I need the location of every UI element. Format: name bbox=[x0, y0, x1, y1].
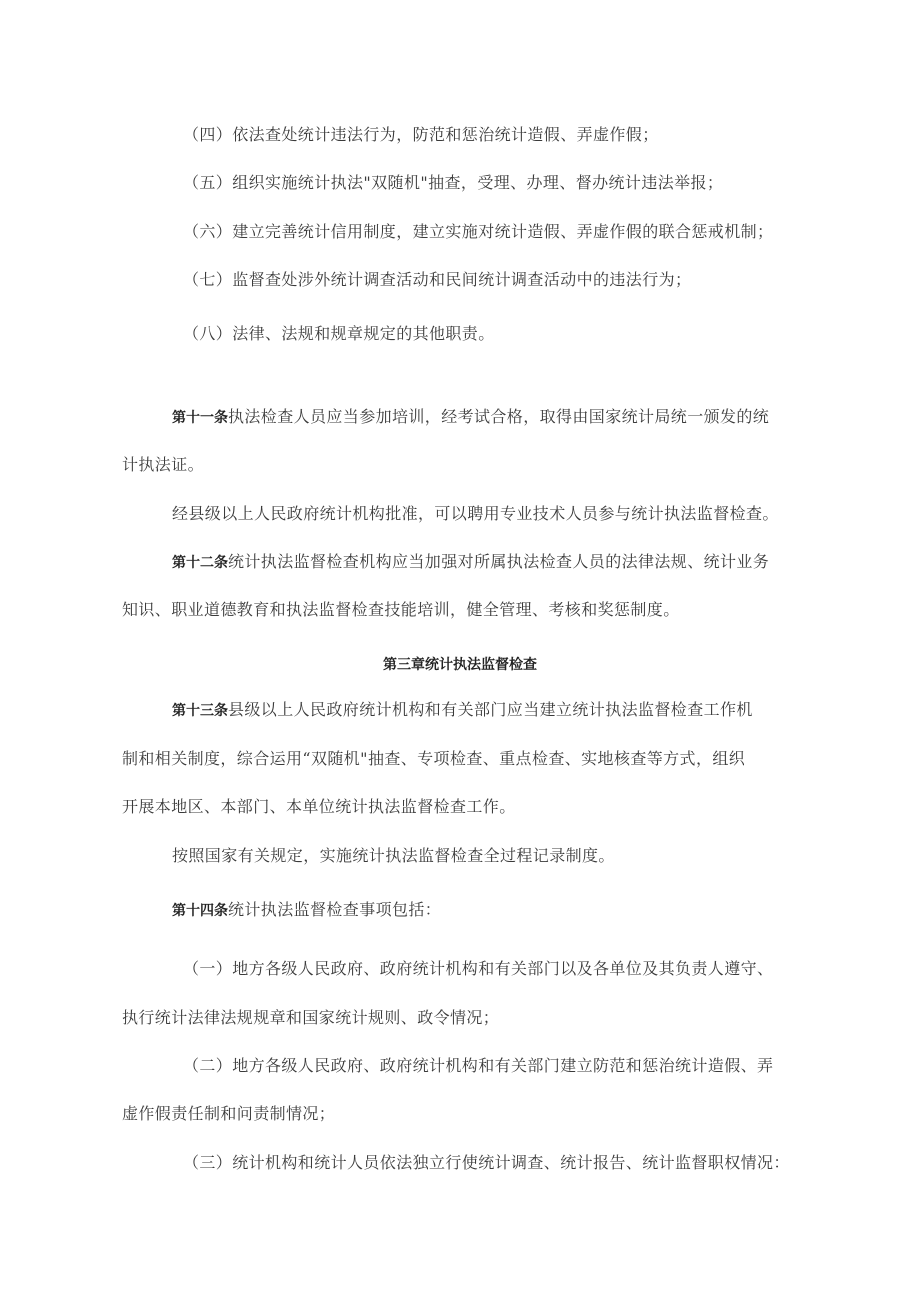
list-item-5: （五）组织实施统计执法"双随机"抽查，受理、办理、督办统计违法举报； bbox=[183, 173, 724, 192]
article-14-item-3-line-1: （三）统计机构和统计人员依法独立行使统计调查、统计报告、统计监督职权情况： bbox=[183, 1153, 790, 1172]
list-item-7: （七）监督查处涉外统计调查活动和民间统计调查活动中的违法行为； bbox=[183, 270, 692, 289]
article-13-text-1: 县级以上人民政府统计机构和有关部门应当建立统计执法监督检查工作机 bbox=[228, 700, 753, 719]
article-14-intro bbox=[172, 900, 441, 921]
article-11-label: 第十一条 bbox=[172, 410, 228, 426]
article-13-paragraph-2: 按照国家有关规定，实施统计执法监督检查全过程记录制度。 bbox=[172, 846, 615, 865]
article-14-item-1-line-1: （一）地方各级人民政府、政府统计机构和有关部门以及各单位及其负责人遵守、 bbox=[183, 959, 774, 978]
article-13-line-3: 开展本地区、本部门、本单位统计执法监督检查工作。 bbox=[122, 797, 516, 816]
article-12-line-1 bbox=[172, 552, 769, 573]
article-11-line-2: 计执法证。 bbox=[122, 455, 205, 474]
article-14-item-1-line-2: 执行统计法律法规规章和国家统计规则、政令情况； bbox=[122, 1008, 500, 1027]
article-14-label: 第十四条 bbox=[172, 903, 228, 919]
article-13-line-2: 制和相关制度，综合运用“双随机"抽查、专项检查、重点检查、实地核查等方式，组织 bbox=[122, 749, 746, 768]
article-14-item-2-line-2: 虚作假责任制和问责制情况； bbox=[122, 1104, 336, 1123]
article-11-line-1 bbox=[172, 407, 769, 428]
article-13-label: 第十三条 bbox=[172, 703, 228, 719]
article-12-line-2: 知识、职业道德教育和执法监督检查技能培训，健全管理、考核和奖惩制度。 bbox=[122, 600, 680, 619]
list-item-4: （四）依法查处统计违法行为，防范和惩治统计造假、弄虚作假； bbox=[183, 125, 659, 144]
list-item-6: （六）建立完善统计信用制度，建立实施对统计造假、弄虚作假的联合惩戒机制； bbox=[183, 222, 774, 241]
article-11-text-1: 执法检查人员应当参加培训，经考试合格，取得由国家统计局统一颁发的统 bbox=[228, 407, 770, 426]
list-item-8: （八）法律、法规和规章规定的其他职责。 bbox=[183, 324, 495, 343]
chapter-heading: 第三章统计执法监督检查 bbox=[383, 657, 537, 673]
article-14-text: 统计执法监督检查事项包括： bbox=[228, 900, 442, 919]
article-12-label: 第十二条 bbox=[172, 555, 228, 571]
article-14-item-2-line-1: （二）地方各级人民政府、政府统计机构和有关部门建立防范和惩治统计造假、弄 bbox=[183, 1056, 774, 1075]
article-13-line-1 bbox=[172, 700, 753, 721]
article-11-paragraph-2: 经县级以上人民政府统计机构批准，可以聘用专业技术人员参与统计执法监督检查。 bbox=[172, 504, 779, 523]
article-12-text-1: 统计执法监督检查机构应当加强对所属执法检查人员的法律法规、统计业务 bbox=[228, 552, 770, 571]
